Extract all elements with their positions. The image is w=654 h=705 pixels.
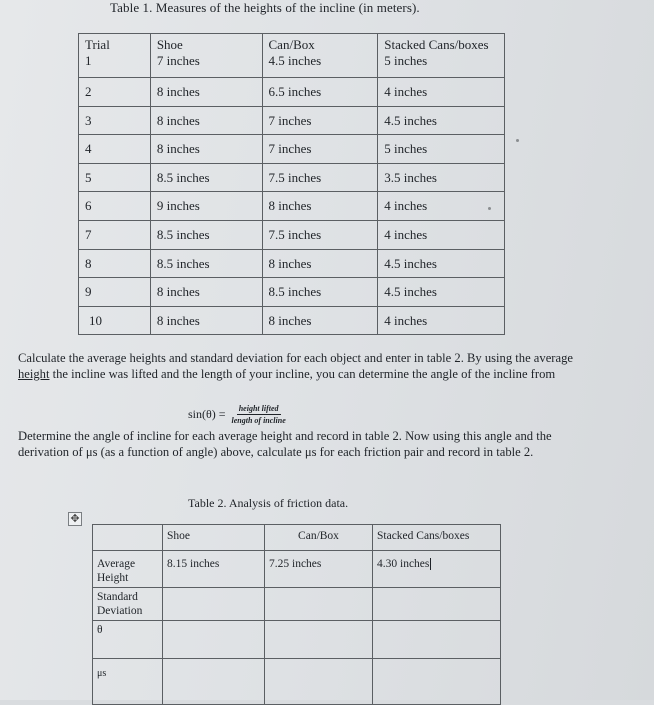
trial-number[interactable]: 5 [79, 163, 151, 192]
shoe-height[interactable]: 8 inches [150, 306, 262, 335]
avg-stacked-cell[interactable] [373, 551, 501, 588]
friction-table[interactable] [92, 524, 501, 705]
formula-lhs: sin(θ) = [188, 407, 226, 421]
can-box-height[interactable]: 6.5 inches [262, 78, 378, 107]
stacked-height[interactable]: 4.5 inches [378, 249, 505, 278]
table-row [79, 163, 505, 192]
stacked-height[interactable]: 4.5 inches [378, 106, 505, 135]
instructions-text: Calculate the average heights and standard deviation for each object and enter in table 2. By using the average [18, 351, 573, 365]
table2-caption: Table 2. Analysis of friction data. [188, 496, 349, 510]
theta-shoe[interactable] [163, 621, 265, 659]
shoe-height[interactable]: 8 inches [150, 106, 262, 135]
table-row [79, 249, 505, 278]
shoe-height[interactable]: 8.5 inches [150, 220, 262, 249]
header-trial: Trial [85, 37, 110, 52]
can-box-height[interactable]: 7 inches [262, 106, 378, 135]
table-header-row [93, 525, 501, 551]
trial-number[interactable]: 9 [79, 278, 151, 307]
can-box-height[interactable]: 8 inches [262, 249, 378, 278]
theta-stacked[interactable] [373, 621, 501, 659]
row-label-mu-s[interactable]: μs [93, 659, 163, 705]
stacked-height[interactable]: 4 inches [378, 306, 505, 335]
stray-mark [488, 207, 491, 210]
table-cell[interactable] [378, 34, 505, 78]
avg-stacked[interactable]: 4.30 inches [377, 558, 430, 570]
stray-mark [516, 139, 519, 142]
stacked-height[interactable]: 3.5 inches [378, 163, 505, 192]
formula-denominator: length of incline [231, 416, 286, 425]
stacked-height[interactable]: 4 inches [378, 192, 505, 221]
sd-stacked[interactable] [373, 588, 501, 621]
row-label-theta[interactable]: θ [93, 621, 163, 659]
table-row [79, 220, 505, 249]
instructions-text: the incline was lifted and the length of your incline, you can determine the angle of the incline from [49, 367, 556, 381]
header-can-box: Can/Box [268, 37, 315, 52]
shoe-height[interactable]: 8 inches [150, 278, 262, 307]
can-box-height[interactable]: 7.5 inches [262, 220, 378, 249]
trial-number[interactable]: 6 [79, 192, 151, 221]
instructions-paragraph-2: Determine the angle of incline for each average height and record in table 2. Now using this angle and the derivation of μs (as a function of angle) above, calculate μs for each friction pair and record in table 2. [18, 429, 552, 459]
trial-number[interactable]: 3 [79, 106, 151, 135]
row-label-average-height[interactable]: Average Height [93, 551, 163, 588]
sine-formula [188, 404, 286, 425]
theta-can-box[interactable] [265, 621, 373, 659]
avg-shoe[interactable]: 8.15 inches [163, 551, 265, 588]
table-row [93, 659, 501, 705]
trial-number: 1 [85, 53, 92, 68]
header-stacked[interactable]: Stacked Cans/boxes [373, 525, 501, 551]
table1-caption: Table 1. Measures of the heights of the incline (in meters). [110, 0, 420, 15]
shoe-height[interactable]: 8.5 inches [150, 163, 262, 192]
heights-table [78, 33, 505, 335]
stacked-height[interactable]: 5 inches [378, 135, 505, 164]
formula-fraction [232, 404, 286, 425]
stacked-height: 5 inches [384, 53, 428, 68]
stacked-height[interactable]: 4.5 inches [378, 278, 505, 307]
table-cell[interactable] [79, 34, 151, 78]
table-row [93, 621, 501, 659]
table-row [79, 278, 505, 307]
move-icon[interactable]: ✥ [68, 512, 82, 526]
underlined-word: height [18, 367, 50, 381]
table-cell[interactable] [150, 34, 262, 78]
trial-number[interactable]: 2 [79, 78, 151, 107]
table-row [93, 551, 501, 588]
shoe-height[interactable]: 8 inches [150, 135, 262, 164]
table-row [79, 106, 505, 135]
trial-number[interactable]: 4 [79, 135, 151, 164]
instructions-paragraph-1 [18, 350, 578, 382]
table-row [79, 306, 505, 335]
can-box-height[interactable]: 7 inches [262, 135, 378, 164]
trial-number[interactable]: 8 [79, 249, 151, 278]
trial-number[interactable]: 7 [79, 220, 151, 249]
shoe-height[interactable]: 8.5 inches [150, 249, 262, 278]
row-label-standard-deviation[interactable]: Standard Deviation [93, 588, 163, 621]
shoe-height: 7 inches [156, 53, 200, 68]
stacked-height[interactable]: 4 inches [378, 78, 505, 107]
table-row [79, 135, 505, 164]
header-shoe[interactable]: Shoe [163, 525, 265, 551]
table-row [93, 588, 501, 621]
avg-can-box[interactable]: 7.25 inches [265, 551, 373, 588]
header-can-box[interactable]: Can/Box [265, 525, 373, 551]
table-row [79, 192, 505, 221]
stacked-height[interactable]: 4 inches [378, 220, 505, 249]
sd-shoe[interactable] [163, 588, 265, 621]
header-stacked: Stacked Cans/boxes [384, 37, 489, 52]
table-row [79, 78, 505, 107]
table-header-row [79, 34, 505, 78]
mu-can-box[interactable] [265, 659, 373, 705]
can-box-height[interactable]: 8.5 inches [262, 278, 378, 307]
can-box-height[interactable]: 8 inches [262, 192, 378, 221]
sd-can-box[interactable] [265, 588, 373, 621]
table-cell[interactable] [93, 525, 163, 551]
shoe-height[interactable]: 9 inches [150, 192, 262, 221]
shoe-height[interactable]: 8 inches [150, 78, 262, 107]
can-box-height[interactable]: 7.5 inches [262, 163, 378, 192]
can-box-height: 4.5 inches [268, 53, 322, 68]
table-cell[interactable] [262, 34, 378, 78]
trial-number[interactable]: 10 [79, 306, 151, 335]
mu-stacked[interactable] [373, 659, 501, 705]
mu-shoe[interactable] [163, 659, 265, 705]
formula-numerator: height lifted [238, 404, 279, 413]
can-box-height[interactable]: 8 inches [262, 306, 378, 335]
header-shoe: Shoe [156, 37, 183, 52]
